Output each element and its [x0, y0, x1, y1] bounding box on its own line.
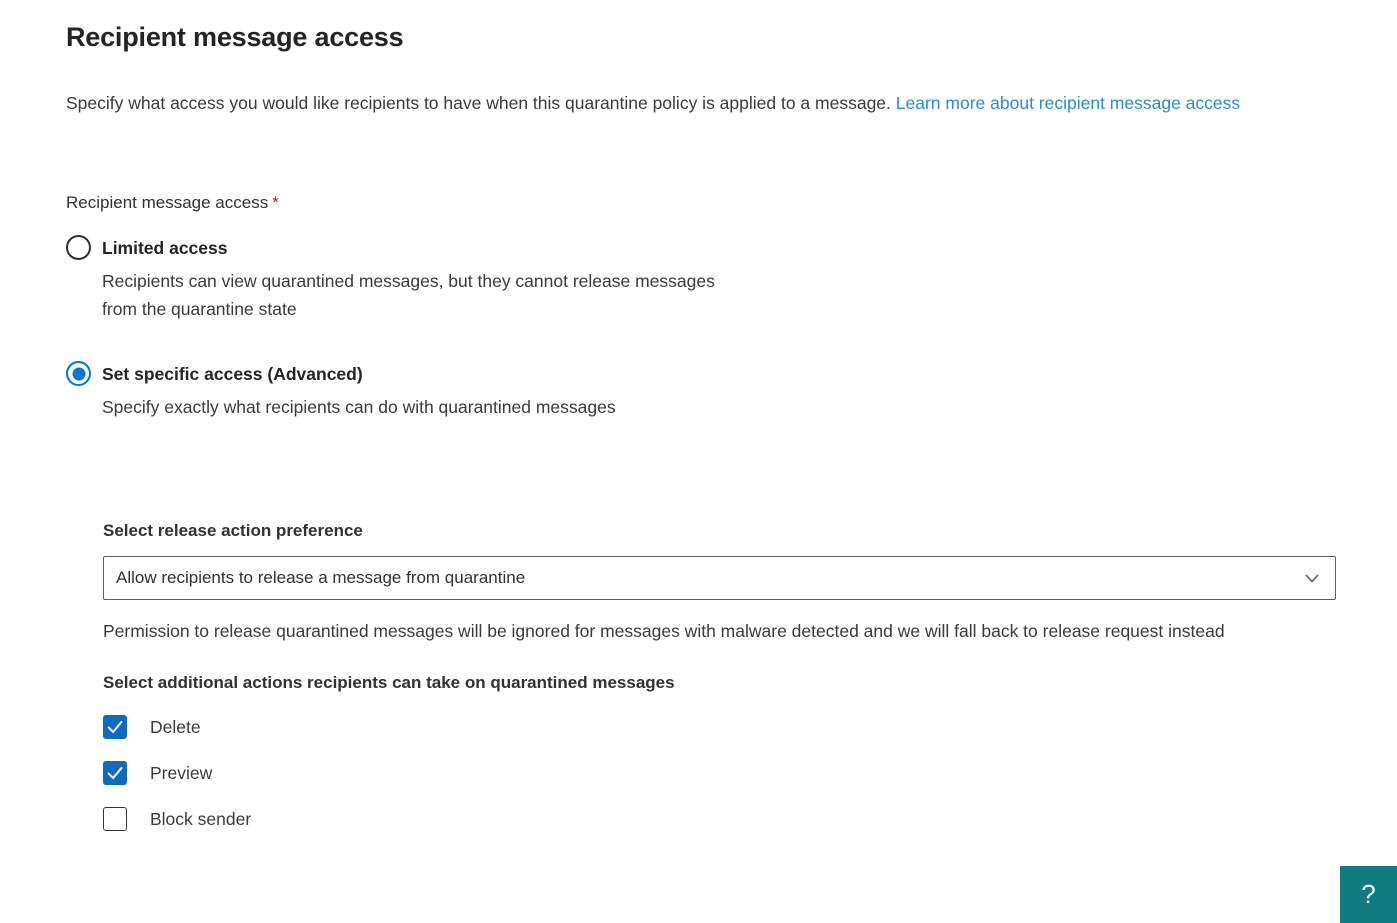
- chevron-down-icon[interactable]: [1303, 569, 1321, 587]
- checkbox-row-block-sender[interactable]: [103, 807, 1337, 831]
- radio-option-set-specific-access[interactable]: [66, 361, 1337, 421]
- page-title: Recipient message access: [66, 22, 404, 52]
- checkbox-checked-icon[interactable]: [103, 715, 127, 739]
- checkbox-row-delete[interactable]: [103, 715, 1337, 739]
- release-action-label: Select release action preference: [103, 521, 363, 540]
- checkbox-label: Delete: [150, 716, 201, 737]
- radio-selected-icon[interactable]: [66, 361, 91, 386]
- radio-group-label: [66, 193, 1337, 213]
- radio-option-texts: [102, 361, 616, 421]
- radio-option-label: Limited access: [102, 238, 228, 258]
- checkmark-icon: [104, 762, 126, 784]
- checkmark-icon: [104, 716, 126, 738]
- radio-option-texts: [102, 235, 727, 323]
- checkbox-unchecked-icon[interactable]: [103, 807, 127, 831]
- required-asterisk: *: [272, 193, 279, 212]
- checkbox-label: Block sender: [150, 808, 252, 829]
- release-action-dropdown[interactable]: [103, 556, 1336, 600]
- page-description-text: Specify what access you would like recipients to have when this quarantine policy is applied to a message.: [66, 93, 891, 113]
- checkbox-row-preview[interactable]: [103, 761, 1337, 785]
- advanced-access-subsection: [103, 521, 1337, 831]
- checkbox-checked-icon[interactable]: [103, 761, 127, 785]
- release-action-note: Permission to release quarantined messages will be ignored for messages with malware detected and we will fall back to release request instead: [103, 621, 1225, 641]
- question-mark-icon: ?: [1361, 879, 1376, 909]
- release-action-selected-value: Allow recipients to release a message from quarantine: [116, 568, 526, 587]
- radio-option-limited-access[interactable]: [66, 235, 1337, 323]
- help-button[interactable]: [1340, 866, 1397, 923]
- radio-unselected-icon[interactable]: [66, 235, 91, 260]
- radio-group-label-text: Recipient message access: [66, 193, 269, 212]
- learn-more-link[interactable]: Learn more about recipient message access: [895, 93, 1241, 113]
- checkbox-label: Preview: [150, 762, 213, 783]
- page-description: [66, 89, 1337, 117]
- additional-actions-label: Select additional actions recipients can take on quarantined messages: [103, 673, 675, 692]
- radio-option-description: Recipients can view quarantined messages, but they cannot release messages from the quarantine state: [102, 271, 715, 319]
- radio-option-description: Specify exactly what recipients can do with quarantined messages: [102, 397, 616, 417]
- radio-option-label: Set specific access (Advanced): [102, 364, 363, 384]
